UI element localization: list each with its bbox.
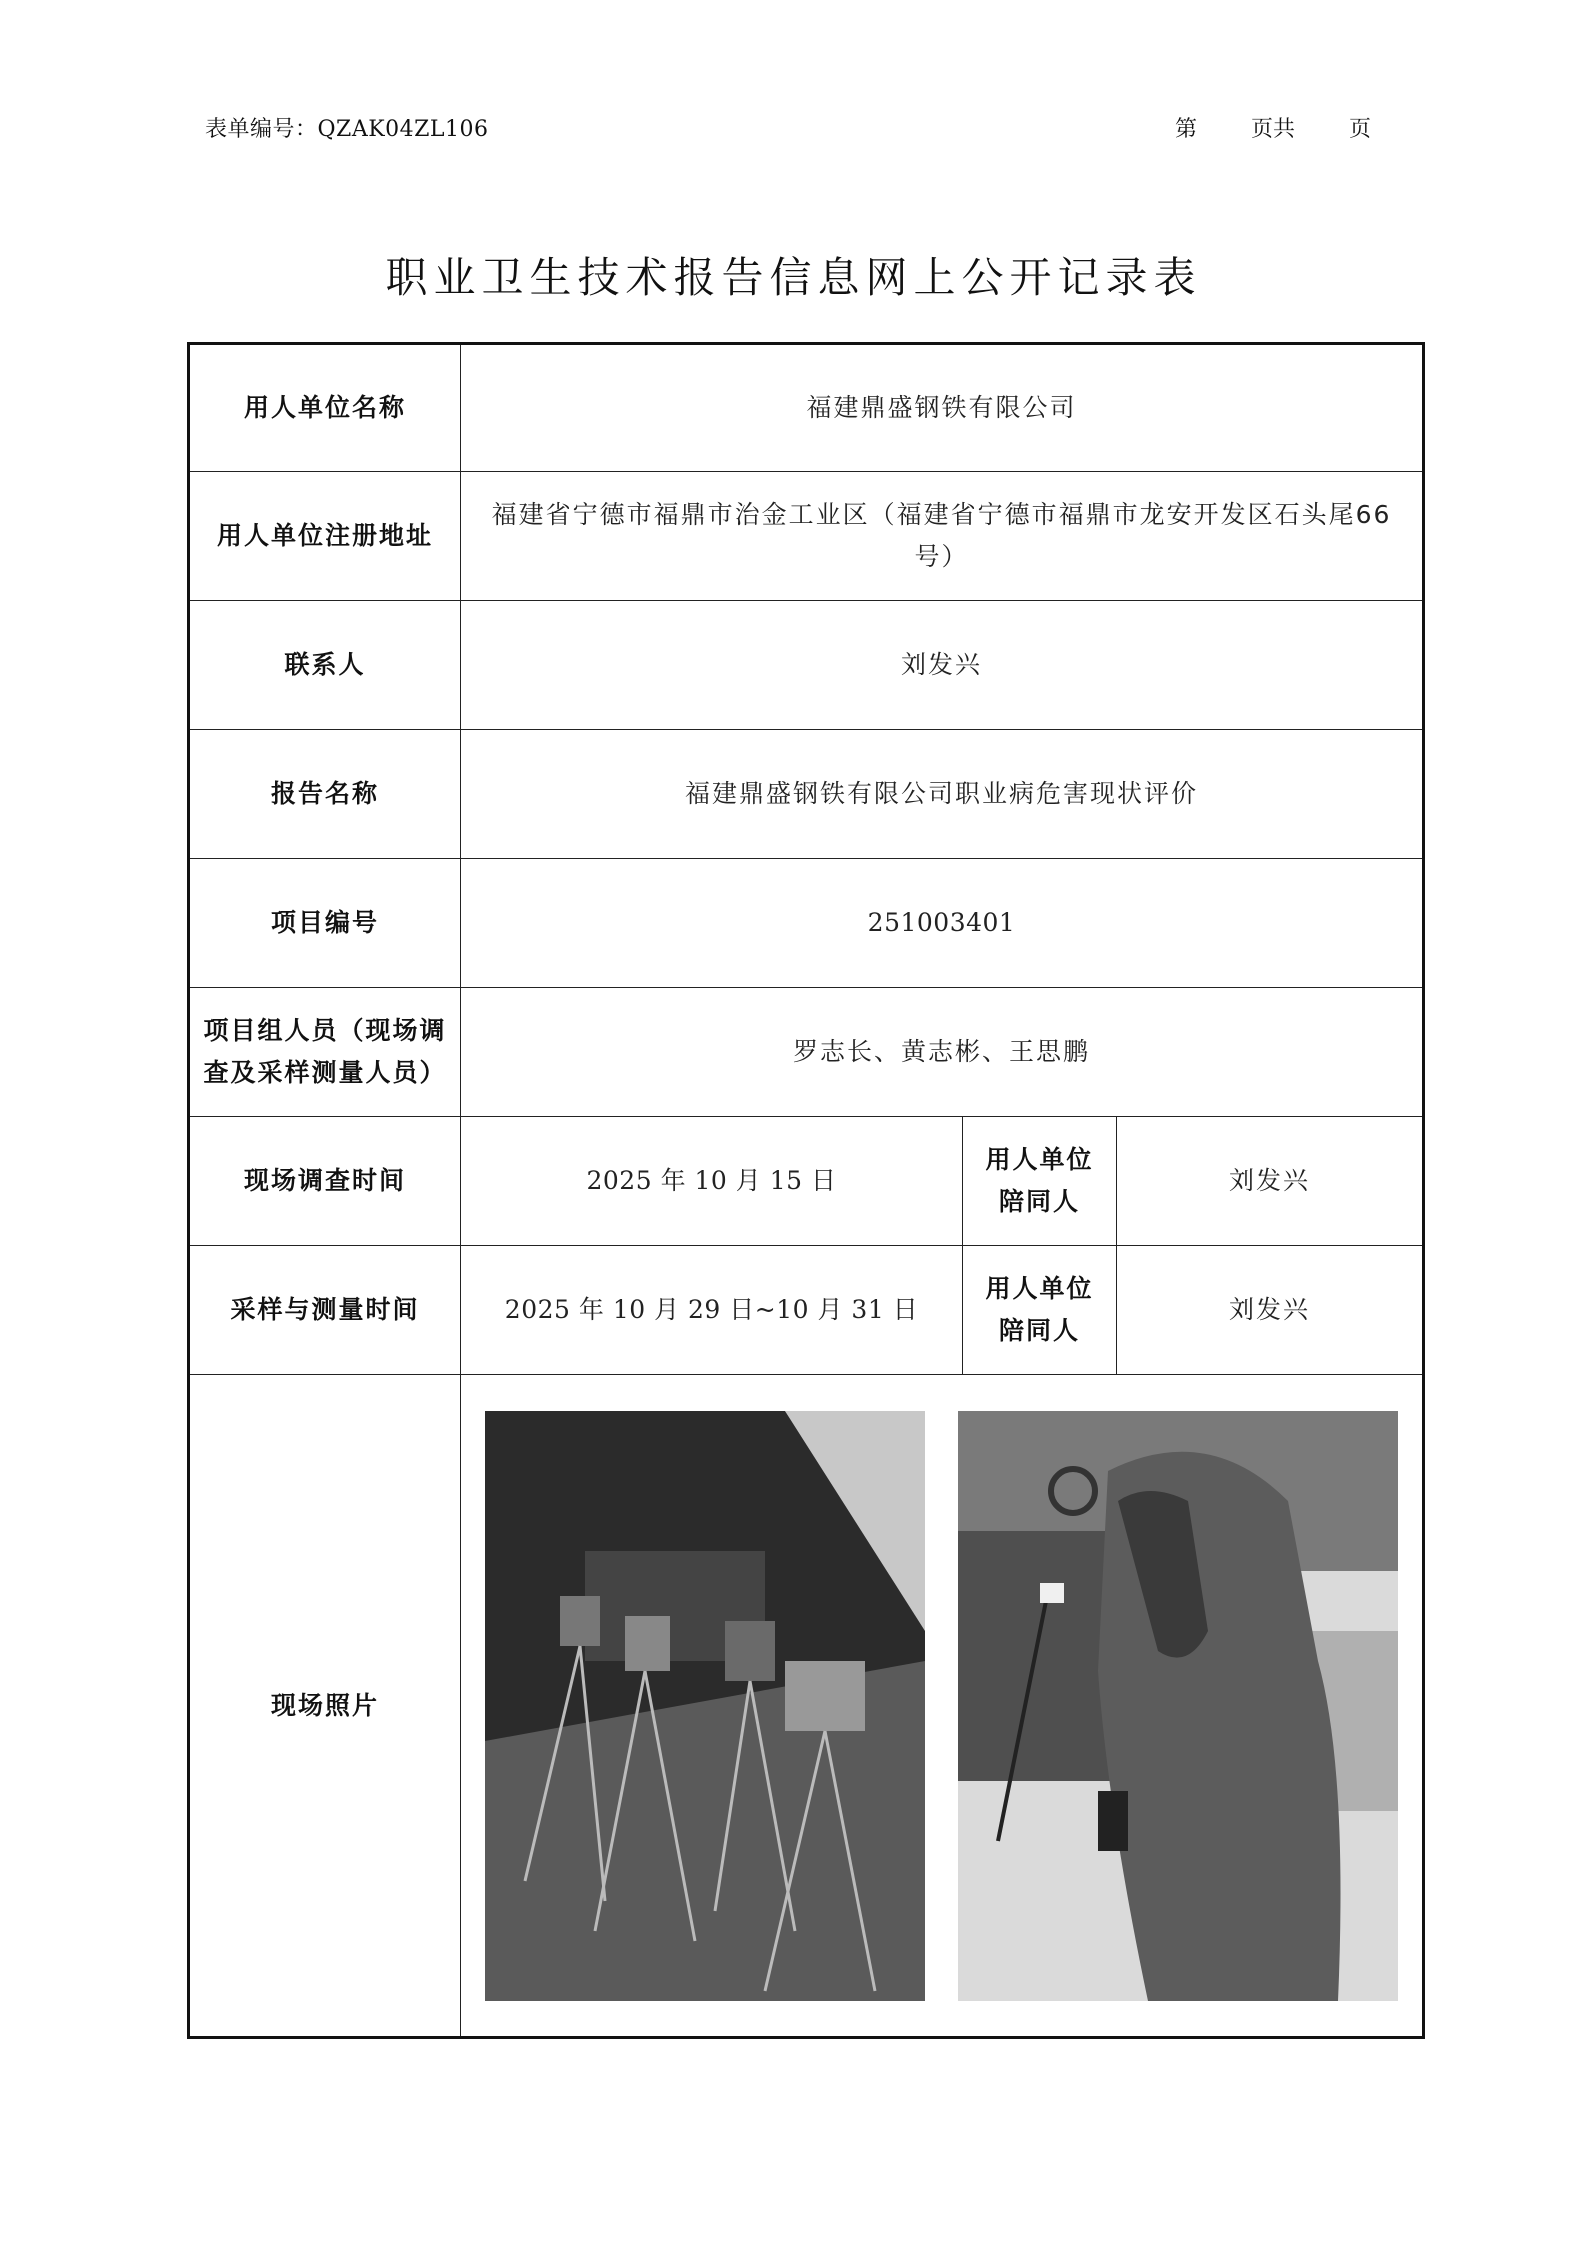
contact-label: 联系人 <box>189 601 461 730</box>
project-no-value: 251003401 <box>461 859 1424 988</box>
row-project-no <box>189 859 1424 988</box>
row-photos <box>189 1375 1424 2038</box>
row-report-name <box>189 730 1424 859</box>
project-team-value: 罗志长、黄志彬、王思鹏 <box>461 988 1424 1117</box>
row-site-survey <box>189 1117 1424 1246</box>
project-no-label: 项目编号 <box>189 859 461 988</box>
site-survey-companion-label: 用人单位陪同人 <box>963 1117 1117 1246</box>
employer-address-value: 福建省宁德市福鼎市治金工业区（福建省宁德市福鼎市龙安开发区石头尾66号） <box>461 472 1424 601</box>
report-name-value: 福建鼎盛钢铁有限公司职业病危害现状评价 <box>461 730 1424 859</box>
site-survey-date: 2025 年 10 月 15 日 <box>461 1117 963 1246</box>
employer-name-value: 福建鼎盛钢铁有限公司 <box>461 344 1424 472</box>
row-employer-address <box>189 472 1424 601</box>
row-contact <box>189 601 1424 730</box>
sampling-companion: 刘发兴 <box>1117 1246 1424 1375</box>
site-survey-label: 现场调查时间 <box>189 1117 461 1246</box>
site-photo-worker <box>958 1411 1398 2001</box>
row-project-team <box>189 988 1424 1117</box>
sampling-date: 2025 年 10 月 29 日~10 月 31 日 <box>461 1246 963 1375</box>
page-label-prefix: 第 <box>1175 117 1198 142</box>
sampling-companion-label: 用人单位陪同人 <box>963 1246 1117 1375</box>
photos-cell <box>461 1375 1424 2038</box>
record-table <box>187 342 1425 2039</box>
row-employer-name <box>189 344 1424 472</box>
form-number: 表单编号：QZAK04ZL106 <box>205 117 489 142</box>
employer-name-label: 用人单位名称 <box>189 344 461 472</box>
page-label-suffix: 页 <box>1349 117 1372 142</box>
site-survey-companion: 刘发兴 <box>1117 1117 1424 1246</box>
sampling-label: 采样与测量时间 <box>189 1246 461 1375</box>
employer-address-label: 用人单位注册地址 <box>189 472 461 601</box>
page-counter <box>1175 112 1371 143</box>
contact-value: 刘发兴 <box>461 601 1424 730</box>
photos-label: 现场照片 <box>189 1375 461 2038</box>
site-photo-tripods <box>485 1411 925 2001</box>
report-name-label: 报告名称 <box>189 730 461 859</box>
row-sampling <box>189 1246 1424 1375</box>
page-title: 职业卫生技术报告信息网上公开记录表 <box>385 253 1202 302</box>
project-team-label: 项目组人员（现场调查及采样测量人员） <box>189 988 461 1117</box>
page-label-middle: 页共 <box>1251 117 1296 142</box>
